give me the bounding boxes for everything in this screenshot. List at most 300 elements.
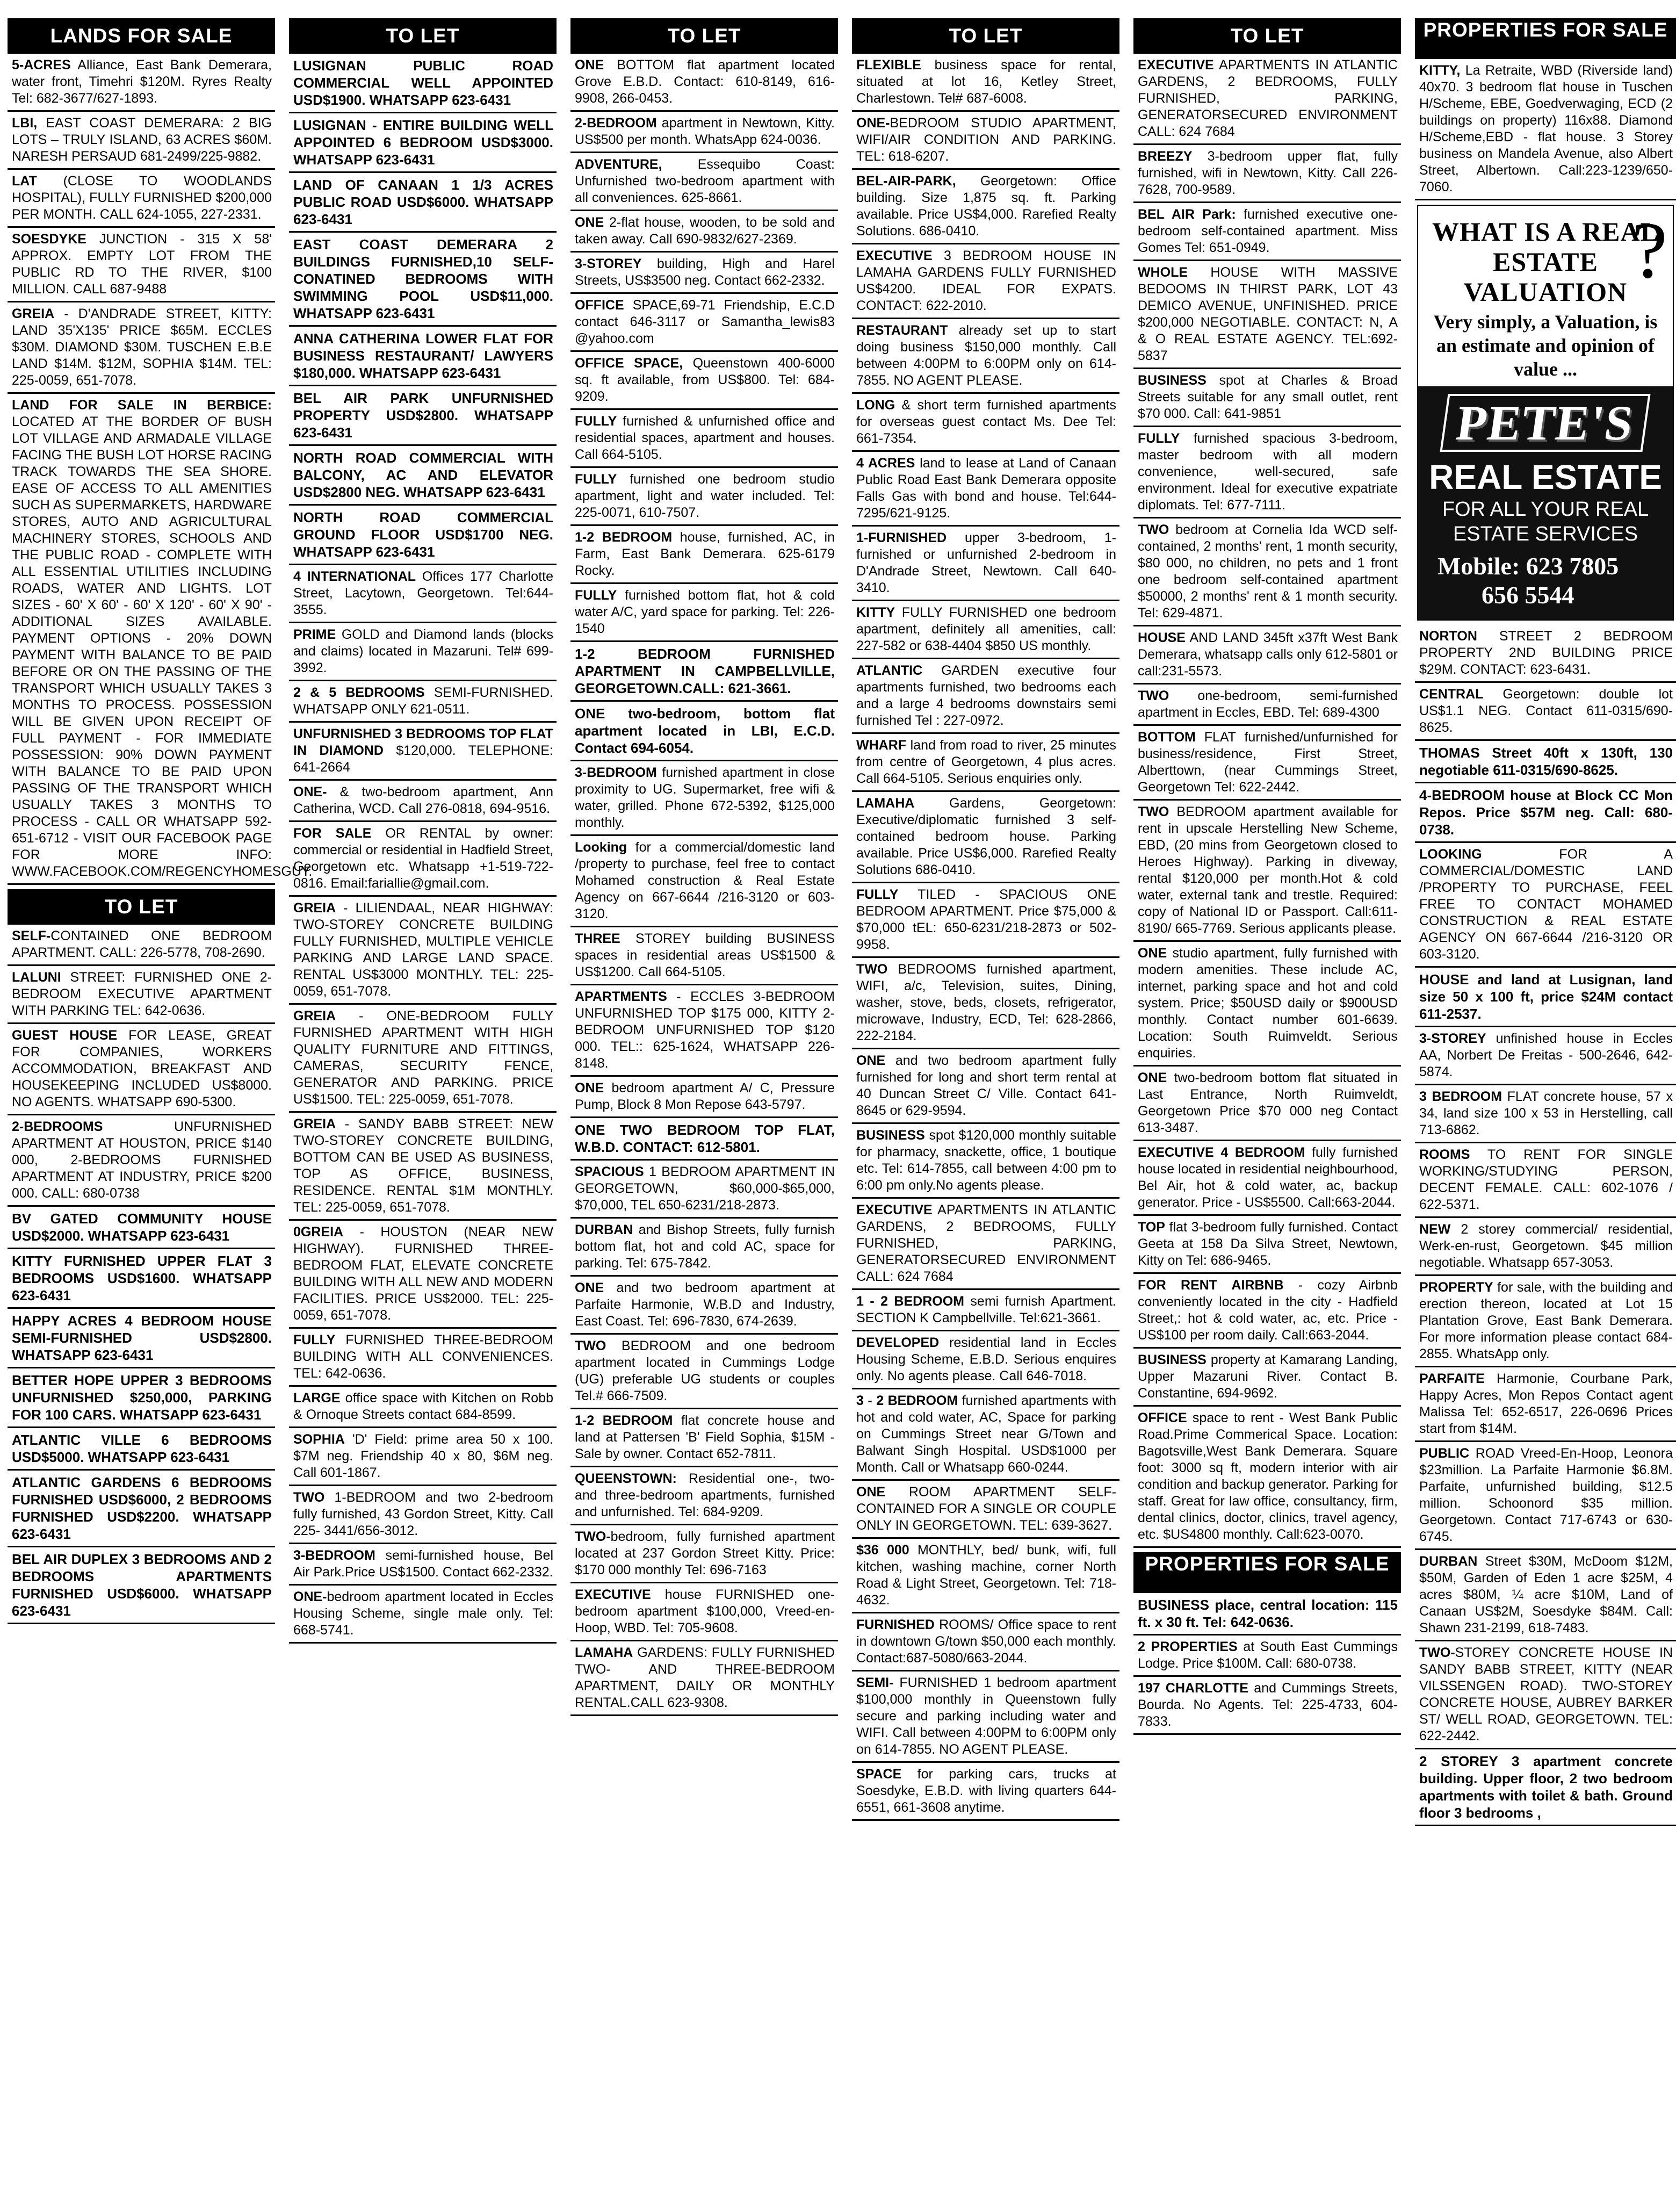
ad-text: Harmonie, Courbane Park, Happy Acres, Mon Repos Contact agent Malissa Tel: 652-6517, 226-0696 Prices start from $14M. — [1419, 1371, 1673, 1436]
ad-text: apartment in Newtown, Kitty. US$500 per month. WhatsApp 624-0036. — [575, 116, 835, 147]
ad-lead: DURBAN — [1419, 1554, 1478, 1569]
ad-text: house FURNISHED one-bedroom apartment $100,000, Vreed-en-Hoop, WBD. Tel: 705-9608. — [575, 1587, 835, 1635]
classified-ad — [570, 1277, 838, 1335]
classified-ad — [8, 1309, 275, 1368]
ad-lead: EXECUTIVE 4 BEDROOM — [1138, 1145, 1305, 1160]
ad-lead: FULLY — [293, 1332, 336, 1348]
ad-lead: EXECUTIVE — [856, 248, 933, 263]
ad-lead: RESTAURANT — [856, 323, 948, 338]
classified-ad — [8, 170, 275, 228]
classified-ad — [852, 659, 1119, 734]
ad-lead: ONE — [856, 1485, 886, 1500]
ad-text: flat concrete house and land at Pattersen 'B' Field Sophia, $15M - Sale by owner. Contact 652-7811. — [575, 1413, 835, 1461]
classified-ad — [852, 319, 1119, 394]
column-5 — [1133, 18, 1401, 2207]
ad-lead: FULLY — [575, 414, 617, 429]
ad-text: building, High and Harel Streets, US$3500 neg. Contact 662-2332. — [575, 256, 835, 288]
classified-ad — [852, 1481, 1119, 1539]
promo-answer: Very simply, a Valuation, is an estimate and opinion of value ... — [1433, 311, 1658, 380]
ad-text: TILED - SPACIOUS ONE BEDROOM APARTMENT. Price $75,000 & $70,000 tEL: 650-6231/218-2873 or 502-9958. — [856, 887, 1116, 952]
ad-text: UNFURNISHED APARTMENT AT HOUSTON, PRICE $140 000, 2-BEDROOMS FURNISHED APARTMENT AT INDUSTRY, PRICE $200 000. CALL: 680-0738 — [12, 1119, 272, 1201]
ad-lead: 3 - 2 BEDROOM — [856, 1393, 958, 1408]
classified-ad — [852, 170, 1119, 244]
classified-ad — [1133, 261, 1401, 369]
ad-lead: EXECUTIVE — [856, 1202, 933, 1217]
classified-ad — [1133, 1593, 1401, 1635]
ad-text: STREET: FURNISHED ONE 2-BEDROOM EXECUTIVE APARTMENT WITH PARKING TEL: 642-0636. — [12, 970, 272, 1018]
ad-text: HOUSE WITH MASSIVE BEDOOMS IN THIRST PARK, LOT 43 DEMICO AVENUE, UNFINISHED. PRICE $200,000 NEGOTIABLE. CONTACT: N, A & O REAL ESTATE AGENCY. TEL:692-5837 — [1138, 265, 1398, 363]
ad-text: and Bishop Streets, fully furnish bottom flat, hot and cold AC, space for parking. Tel: 675-7842. — [575, 1222, 835, 1271]
ad-lead: QUEENSTOWN: — [575, 1471, 677, 1486]
classified-ad — [289, 173, 557, 233]
column-body — [289, 18, 557, 2207]
classified-ad — [8, 1115, 275, 1207]
classified-ad — [570, 153, 838, 211]
classified-ad — [852, 394, 1119, 452]
ad-text: Gardens, Georgetown: Executive/diplomatic furnished 3 self-contained bedroom house. Parking available. Price US$6,000. Rarefied Realty Solutions 686-0410. — [856, 796, 1116, 877]
classified-ad — [1133, 801, 1401, 942]
classified-ad — [289, 1221, 557, 1329]
ad-text: EAST COAST DEMERARA: 2 BIG LOTS – TRULY ISLAND, 63 ACRES $60M. NARESH PERSAUD 681-2499/225-9882. — [12, 116, 272, 164]
ad-lead: 2 & 5 BEDROOMS — [293, 685, 425, 700]
classified-ad — [570, 1118, 838, 1161]
section-header: PROPERTIES FOR SALE — [1415, 18, 1676, 59]
ad-lead: LOOKING — [1419, 847, 1482, 862]
classified-ad — [8, 1024, 275, 1115]
ad-text: 'D' Field: prime area 50 x 100. $7M neg. Friendship 40 x 80, $6M neg. Call 601-1867. — [293, 1432, 553, 1480]
section-header: LANDS FOR SALE — [8, 18, 275, 54]
classified-ad — [570, 211, 838, 253]
classified-ad — [1133, 1407, 1401, 1548]
ad-lead: PARFAITE — [1419, 1371, 1485, 1386]
ad-text: for parking cars, trucks at Soesdyke, E.B.D. with living quarters 644-6551, 661-3608 anytime. — [856, 1767, 1116, 1815]
classified-ad — [1133, 1274, 1401, 1349]
ad-lead: ATLANTIC VILLE 6 BEDROOMS USD$5000. WHATSAPP 623-6431 — [12, 1432, 272, 1465]
section-header: TO LET — [1133, 18, 1401, 54]
classified-ad — [1415, 59, 1676, 200]
classified-ad — [289, 897, 557, 1005]
classified-ad — [570, 985, 838, 1077]
ad-lead: SEMI- — [856, 1675, 894, 1690]
ad-text: 2-flat house, wooden, to be sold and taken away. Call 690-9832/627-2369. — [575, 215, 835, 247]
ad-lead: NEW — [1419, 1222, 1451, 1237]
ad-lead: FOR SALE — [293, 826, 372, 841]
ad-text: JUNCTION - 315 X 58' APPROX. EMPTY LOT FROM THE PUBLIC RD TO THE RIVER, $100 MILLION. CALL 687-9488 — [12, 232, 272, 297]
classified-ad — [1415, 1218, 1676, 1276]
classified-ad — [852, 112, 1119, 170]
classified-ad — [570, 410, 838, 468]
ad-text: - ONE-BEDROOM FULLY FURNISHED APARTMENT WITH HIGH QUALITY FURNITURE AND FITTINGS, CAMERAS, SECURITY FENCE, GENERATOR AND PARKING. PRICE US$1500. TEL: 225-0059, 651-7078. — [293, 1008, 553, 1107]
ad-lead: BUSINESS — [1138, 373, 1207, 388]
ad-lead: ROOMS — [1419, 1147, 1470, 1162]
classified-ad — [1133, 1216, 1401, 1274]
ad-text: land to lease at Land of Canaan Public Road East Bank Demerara opposite Falls Gas with bond and house. Tel:644-7295/621-9125. — [856, 456, 1117, 521]
ad-text: BEDROOM apartment available for rent in upscale Herstelling New Scheme, EBD, (20 mins from Georgetown closed to Heroes Highway). Parking in diveway, rental $120,000 per month.Hot & cold water, external tank and trestle. Required: copy of National ID or Passport. Call:611-8190/ 665-7769. Serious applicants please. — [1138, 804, 1398, 936]
ad-lead: LUSIGNAN - ENTIRE BUILDING WELL APPOINTED 6 BEDROOM USD$3000. WHATSAPP 623-6431 — [293, 117, 553, 168]
ad-lead: LONG — [856, 398, 895, 413]
classified-ad — [8, 1249, 275, 1309]
ad-lead: NORTH ROAD COMMERCIAL GROUND FLOOR USD$1700 NEG. WHATSAPP 623-6431 — [293, 509, 553, 560]
ad-lead: ANNA CATHERINA LOWER FLAT FOR BUSINESS RESTAURANT/ LAWYERS $180,000. WHATSAPP 623-6431 — [293, 330, 553, 381]
classified-ad — [1133, 518, 1401, 626]
ad-lead: ONE- — [293, 784, 327, 799]
ad-lead: EXECUTIVE — [575, 1587, 651, 1602]
ad-text: 1 BEDROOM APARTMENT IN GEORGETOWN, $60,000-$65,000, $70,000, TEL 650-6231/218-2873. — [575, 1164, 835, 1213]
ad-text: at South East Cummings Lodge. Price $100M. Call: 680-0738. — [1138, 1639, 1398, 1671]
ad-lead: NORTON — [1419, 629, 1477, 644]
ad-lead: 2-BEDROOMS — [12, 1119, 103, 1134]
ad-lead: ADVENTURE, — [575, 157, 662, 172]
ad-lead: ONE- — [856, 116, 890, 131]
classified-ad — [289, 1486, 557, 1544]
ad-text: furnished apartments with hot and cold water, AC, Space for parking on Cummings Street near G/Town and Balwant Singh Hospital. USD$1000 per Month. Call or Whatsapp 660-0244. — [856, 1393, 1117, 1475]
ad-lead: HOUSE — [1138, 630, 1186, 645]
classified-ad — [570, 352, 838, 410]
ad-text: $120,000. TELEPHONE: 641-2664 — [293, 743, 553, 775]
classified-ad — [852, 1124, 1119, 1199]
ad-text: spot at Charles & Broad Streets suitable for any small outlet, rent $70 000. Call: 641-9851 — [1138, 373, 1398, 421]
ad-text: FURNISHED 1 bedroom apartment $100,000 monthly in Queenstown fully secure and parking including water and WIFI. Call between 4:00PM to 6:00PM only on 614-7855. NO AGENT PLEASE. — [856, 1675, 1116, 1757]
ad-text: furnished bottom flat, hot & cold water A/C, yard space for parking. Tel: 226-1540 — [575, 588, 835, 636]
ad-lead: 3-BEDROOM — [293, 1548, 375, 1563]
ad-lead: 1-2 BEDROOM FURNISHED APARTMENT IN CAMPBELLVILLE, GEORGETOWN.CALL: 621-3661. — [575, 646, 835, 696]
classified-ad — [1415, 1367, 1676, 1442]
ad-text: studio apartment, fully furnished with modern amenities. These include AC, internet, parking space and hot and cold system. Price; $50USD daily or $900USD monthly. Contact number 601-6639. Location: South Ruimveldt. Serious enquiries. — [1138, 946, 1398, 1061]
section-header: TO LET — [570, 18, 838, 54]
classified-ad — [289, 623, 557, 681]
ad-text: - HOUSTON (NEAR NEW HIGHWAY). FURNISHED THREE-BEDROOM FLAT, ELEVATE CONCRETE BUILDING WITH ALL NEW AND MODERN FACILITIES. PRICE US$2000. TEL: 225-0059, 651-7078. — [293, 1224, 553, 1323]
ad-text: CONTAINED ONE BEDROOM APARTMENT. CALL: 226-5778, 708-2690. — [12, 928, 272, 960]
ad-text: one-bedroom, semi-furnished apartment in Eccles, EBD. Tel: 689-4300 — [1138, 688, 1398, 720]
classified-ad — [1415, 1143, 1676, 1218]
ad-lead: TWO — [1138, 804, 1169, 819]
classified-ad — [852, 1671, 1119, 1763]
classified-ad — [852, 1290, 1119, 1331]
ad-text: BEDROOMS furnished apartment, WIFI, a/c, Television, suites, Dining, washer, stove, beds, closets, refrigerator, microwave, Industry, ECD, Tel: 628-2866, 222-2184. — [856, 962, 1116, 1043]
ad-text: bedroom apartment located in Eccles Housing Scheme, single male only. Tel: 668-5741. — [293, 1589, 553, 1638]
classified-ad — [570, 468, 838, 526]
ad-text: FOR LEASE, GREAT FOR COMPANIES, WORKERS ACCOMMODATION, BREAKFAST AND HOUSEKEEPING INCLUDED US$8000. NO AGENTS. WHATSAPP 690-5300. — [12, 1028, 272, 1109]
classified-ad — [1415, 683, 1676, 741]
ad-lead: 5-ACRES — [12, 57, 71, 73]
promo-question: WHAT IS A REAL ESTATE VALUATION — [1432, 217, 1659, 307]
classified-ad — [570, 1219, 838, 1277]
classified-ad — [289, 233, 557, 327]
classified-ad — [289, 1428, 557, 1486]
classified-ad — [8, 1428, 275, 1471]
ad-text: business space for rental, situated at lot 16, Ketley Street, Charlestown. Tel# 687-6008. — [856, 57, 1116, 106]
classified-ad — [852, 527, 1119, 601]
classified-ad — [570, 526, 838, 584]
classified-ad — [570, 1641, 838, 1716]
ad-lead: BOTTOM — [1138, 730, 1196, 745]
classified-ad — [852, 883, 1119, 958]
ad-lead: BEL-AIR-PARK, — [856, 174, 956, 189]
ad-lead: FLEXIBLE — [856, 57, 921, 73]
ad-lead: FULLY — [856, 887, 899, 902]
ad-text: Georgetown: Office building. Size 1,875 sq. ft. Parking available. Price US$4,000. Rarefied Realty Solutions. 686-0410. — [856, 174, 1116, 239]
ad-text: - SANDY BABB STREET: NEW TWO-STOREY CONCRETE BUILDING, BOTTOM CAN BE USED AS BUSINESS, TOP AS OFFICE, BUSINESS, RESIDENCE. RENTAL $1M MONTHLY. TEL: 225-0059, 651-7078. — [293, 1116, 553, 1215]
ad-text: La Retraite, WBD (Riverside land) 40x70. 3 bedroom flat house in Tuschen H/Scheme, EBE, Goedverwaging, ECD (2 buildings on property) 116x88. Diamond H/Scheme,EBD - flat house. 3 Storey business on Mandela Avenue, also Albert Street, Albertown. Call:223-1239/650-7060. — [1419, 63, 1673, 194]
ad-lead: BETTER HOPE UPPER 3 BEDROOMS UNFURNISHED $250,000, PARKING FOR 100 CARS. WHATSAPP 623-6431 — [12, 1372, 272, 1423]
ad-lead: EAST COAST DEMERARA 2 BUILDINGS FURNISHED,10 SELF-CONATINED BEDROOMS WITH SWIMMING POOL USD$11,000. WHATSAPP 623-6431 — [293, 236, 553, 321]
classified-ad — [1133, 726, 1401, 801]
column-2 — [289, 18, 557, 2207]
ad-lead: LAMAHA — [575, 1645, 633, 1660]
classified-ad — [852, 792, 1119, 883]
ad-lead: 4-BEDROOM house at Block CC Mon Repos. Price $57M neg. Call: 680-0738. — [1419, 787, 1673, 838]
classified-ad — [1133, 1349, 1401, 1407]
ad-lead: FULLY — [575, 472, 617, 487]
promo-mobile: Mobile: 623 7805 — [1437, 552, 1619, 580]
ad-lead: PROPERTY — [1419, 1280, 1493, 1295]
ad-text: 3-bedroom upper flat, fully furnished, wifi in Newtown, Kitty. Call 226-7628, 700-9589. — [1138, 149, 1398, 197]
ad-text: & two-bedroom apartment, Ann Catherina, WCD. Call 276-0818, 694-9516. — [293, 784, 553, 816]
ad-lead: TWO — [1138, 522, 1169, 537]
classified-ad — [8, 302, 275, 394]
ad-lead: BREEZY — [1138, 149, 1193, 164]
ad-lead: BEL AIR Park: — [1138, 207, 1236, 222]
classified-ad — [570, 761, 838, 836]
classified-ad — [570, 927, 838, 985]
section-header: TO LET — [8, 889, 275, 925]
ad-text: Alliance, East Bank Demerara, water front, Timehri $120M. Ryres Realty Tel: 682-3677/627-1893. — [12, 57, 272, 106]
ad-lead: LAND OF CANAAN 1 1/3 ACRES PUBLIC ROAD USD$6000. WHATSAPP 623-6431 — [293, 177, 553, 227]
ad-text: - cozy Airbnb conveniently located in the city - Hadfield Street,: hot & cold water, ac, etc. Price - US$100 per room daily. Call:663-2044. — [1138, 1278, 1398, 1343]
ad-text: and Cummings Streets, Bourda. No Agents. Tel: 225-4733, 604-7833. — [1138, 1681, 1398, 1729]
classified-ad — [8, 228, 275, 302]
ad-lead: 3-STOREY — [1419, 1031, 1486, 1046]
ad-lead: TWO — [293, 1490, 325, 1505]
ad-lead: LARGE — [293, 1390, 341, 1406]
classified-ad — [1133, 1067, 1401, 1141]
classified-ad — [1133, 203, 1401, 261]
ad-lead: SPACIOUS — [575, 1164, 644, 1179]
ad-lead: BUSINESS — [856, 1128, 925, 1143]
ad-text: SEMI-FURNISHED. WHATSAPP ONLY 621-0511. — [293, 685, 553, 717]
classified-ad — [1133, 1141, 1401, 1216]
promo-mobile-alt: 656 5544 — [1482, 581, 1574, 609]
ad-lead: GREIA — [12, 306, 55, 321]
ad-text: for sale, with the building and erection thereon, located at Lot 15 Plantation Grove, East Bank Demerara. For more information please contact 684-2855. WhatsApp only. — [1419, 1280, 1673, 1361]
promo-question-block — [1418, 206, 1673, 386]
classified-ad — [852, 244, 1119, 319]
classified-ad — [8, 966, 275, 1024]
real-estate-promo — [1417, 205, 1674, 621]
ad-text: FULLY FURNISHED one bedroom apartment, definitely all amenities, call: 227-582 or 638-4404 $850 US monthly. — [856, 605, 1116, 653]
classified-ad — [1133, 685, 1401, 726]
classified-ad — [289, 113, 557, 173]
ad-text: furnished & unfurnished office and residential spaces, apartment and houses. Call 664-5105. — [575, 414, 835, 462]
classified-ad — [570, 1525, 838, 1583]
ad-text: GOLD and Diamond lands (blocks and claims) located in Mazaruni. Tel# 699-3992. — [293, 627, 553, 675]
classified-ad — [289, 565, 557, 623]
ad-text: OR RENTAL by owner: commercial or residential in Hadfield Street, Georgetown etc. Whatsapp +1-519-722-0816. Email:fariallie@gmail.com. — [293, 826, 553, 891]
ad-text: Georgetown: double lot US$1.1 NEG. Contact 611-0315/690-8625. — [1419, 687, 1673, 735]
ad-text: and two bedroom apartment fully furnished for long and short term rental at 40 Duncan Street C/ Ville. Contact 641-8645 or 629-9594. — [856, 1053, 1116, 1118]
column-body — [1133, 18, 1401, 2207]
ad-lead: ATLANTIC GARDENS 6 BEDROOMS FURNISHED USD$6000, 2 BEDROOMS FURNISHED USD$2200. WHATSAPP 623-6431 — [12, 1474, 272, 1542]
classified-ad — [852, 1763, 1119, 1821]
ad-text: LOCATED AT THE BORDER OF BUSH LOT VILLAGE AND ARMADALE VILLAGE FACING THE BUSH LOT HORSE RACING TRACK TOWARDS THE SEA SHORE. EASE OF ACCESS TO ALL AMENITIES SUCH AS SUPERMARKETS, HARDWARE STORES, AUTO AND AGRICULTURAL MACHINERY STORES, SCHOOLS AND THE PUBLIC ROAD - COMPLETE WITH ALL ESSENTIAL UTILITIES INCLUDING ROADS, WATER AND LIGHTS. LOT SIZES - 60' X 60' - 60' X 120' - 60' X 90' - ADDITIONAL SIZES AVAILABLE. PAYMENT OPTIONS - 20% DOWN PAYMENT WITH BALANCE TO BE PAID BEFORE OR ON THE PASSING OF THE TRANSPORT WHICH USUALLY TAKES 3 MONTHS TO PROCESS. POSSESSION WILL BE GIVEN UPON RECEIPT OF FULL PAYMENT - FOR IMMEDIATE POSSESSION: 90% DOWN PAYMENT WITH BALANCE TO BE PAID UPON PASSING OF THE TRANSPORT WHICH USUALLY TAKES 3 MONTHS TO PROCESS - CALL OR WHATSAPP 592-651-6712 - VISIT OUR FACEBOOK PAGE FOR MORE INFO: WWW.FACEBOOK.COM/REGENCYHOMESGUY. — [12, 414, 313, 879]
ad-lead: UNFURNISHED 3 BEDROOMS TOP FLAT IN DIAMOND — [293, 726, 553, 758]
ad-lead: FOR RENT AIRBNB — [1138, 1278, 1284, 1293]
classified-ad — [1415, 1085, 1676, 1143]
classified-ad — [1415, 843, 1676, 968]
ad-text: fully furnished house located in residential neighbourhood, Bel Air, hot & cold water, ac, backup generator. Price - US$5500. Call:663-2044. — [1138, 1145, 1398, 1210]
classified-ad — [1133, 1677, 1401, 1735]
classified-ad — [289, 781, 557, 822]
ad-text: BOTTOM flat apartment located Grove E.B.D. Contact: 610-8149, 616-9908, 266-0453. — [575, 57, 835, 106]
ad-text: 3 BEDROOM HOUSE IN LAMAHA GARDENS FULLY FURNISHED US$4200. IDEAL FOR EXPATS. CONTACT: 622-2010. — [856, 248, 1116, 313]
ad-lead: OFFICE SPACE, — [575, 356, 683, 371]
ad-text: 1-BEDROOM and two 2-bedroom fully furnished, 43 Gordon Street, Kitty. Call 225- 3441/656-3012. — [293, 1490, 553, 1538]
ad-text: for a commercial/domestic land /property to purchase, feel free to contact Mohamed construction & Real Estate Agency on 667-6644 /216-3120 or 603-3120. — [575, 840, 835, 921]
ad-lead: 4 ACRES — [856, 456, 915, 471]
ad-lead: LAND FOR SALE IN BERBICE: — [12, 398, 272, 413]
ad-text: land from road to river, 25 minutes from centre of Georgetown, 4 plus acres. Call 664-5105. Serious enquiries only. — [856, 738, 1116, 786]
ad-lead: FURNISHED — [856, 1617, 935, 1632]
classified-ad — [570, 584, 838, 642]
ad-lead: ONE — [1138, 946, 1167, 961]
section-header: TO LET — [289, 18, 557, 54]
ad-text: FLAT concrete house, 57 x 34, land size 100 x 53 in Herstelling, call 713-6862. — [1419, 1089, 1673, 1137]
ad-text: space to rent - West Bank Public Road.Prime Commerical Space. Location: Bagotsville,West Bank Demerara. Square foot: 3000 sq ft, modern interior with air condition and backup generator. Parking for staff. Great for law office, consultancy, firm, dental clinics, doctor, clinics, travel agency, etc. $US4800 monthly. Call:623-0070. — [1138, 1410, 1398, 1542]
ad-lead: NORTH ROAD COMMERCIAL WITH BALCONY, AC AND ELEVATOR USD$2800 NEG. WHATSAPP 623-6431 — [293, 450, 553, 500]
classified-ad — [1415, 625, 1676, 683]
ad-lead: ONE — [575, 1280, 604, 1295]
ad-text: bedroom apartment A/ C, Pressure Pump, Block 8 Mon Repose 643-5797. — [575, 1080, 835, 1112]
promo-tagline: FOR ALL YOUR REAL ESTATE SERVICES — [1442, 498, 1649, 545]
ad-text: STOREY building BUSINESS spaces in residential areas US$1500 & US$1200. Call 664-5105. — [575, 931, 835, 979]
ad-text: AND LAND 345ft x37ft West Bank Demerara, whatsapp calls only 612-5801 or call:231-5573. — [1138, 630, 1398, 679]
column-body — [852, 18, 1119, 2207]
classified-ad — [570, 1335, 838, 1409]
classified-ad — [8, 112, 275, 170]
ad-lead: BEL AIR DUPLEX 3 BEDROOMS AND 2 BEDROOMS APARTMENTS FURNISHED USD$6000. WHATSAPP 623-6431 — [12, 1551, 272, 1619]
ad-lead: LAMAHA — [856, 796, 915, 811]
ad-text: furnished one bedroom studio apartment, light and water included. Tel: 225-0071, 610-7507. — [575, 472, 835, 520]
ad-lead: BUSINESS — [1138, 1352, 1207, 1367]
ad-lead: HAPPY ACRES 4 BEDROOM HOUSE SEMI-FURNISHED USD$2800. WHATSAPP 623-6431 — [12, 1313, 272, 1363]
classified-ad — [852, 1389, 1119, 1481]
ad-text: (CLOSE TO WOODLANDS HOSPITAL), FULLY FURNISHED $200,000 PER MONTH. CALL 624-1055, 227-2331. — [12, 174, 272, 222]
ad-lead: ONE — [856, 1053, 886, 1068]
ad-lead: $36 000 — [856, 1543, 909, 1558]
classified-ad — [1415, 1641, 1676, 1749]
classified-ad — [1133, 145, 1401, 203]
classified-ad — [1133, 54, 1401, 145]
ad-lead: SPACE — [856, 1767, 902, 1782]
classified-ad — [289, 723, 557, 781]
classified-ad — [852, 452, 1119, 527]
classified-ad — [289, 1387, 557, 1428]
ad-text: flat 3-bedroom fully furnished. Contact Geeta at 158 Da Silva Street, Newtown, Kitty on Tel: 686-9465. — [1138, 1220, 1398, 1268]
ad-text: Residential one-, two- and three-bedroom apartments, furnished and unfurnished. Tel: 684-9209. — [575, 1471, 835, 1519]
ad-lead: SOPHIA — [293, 1432, 345, 1447]
ad-lead: TOP — [1138, 1220, 1165, 1235]
ad-lead: 1-2 BEDROOM — [575, 530, 673, 545]
ad-text: 2 storey commercial/ residential, Werk-en-rust, Georgetown. $45 million negotiable. Whatsapp 657-3053. — [1419, 1222, 1673, 1270]
ad-lead: TWO — [1138, 688, 1169, 703]
classified-ad — [1133, 942, 1401, 1067]
ad-lead: BEL AIR PARK UNFURNISHED PROPERTY USD$2800. WHATSAPP 623-6431 — [293, 390, 553, 441]
classified-ad — [8, 54, 275, 112]
ad-lead: 1-FURNISHED — [856, 530, 947, 545]
classified-ad — [289, 327, 557, 386]
ad-lead: WHARF — [856, 738, 907, 753]
ad-lead: 3-STOREY — [575, 256, 642, 271]
ad-lead: ONE two-bedroom, bottom flat apartment located in LBI, E.C.D. Contact 694-6054. — [575, 705, 835, 756]
classified-ad — [852, 1331, 1119, 1389]
ad-lead: ONE — [575, 215, 604, 230]
ad-text: SPACE,69-71 Friendship, E.C.D contact 646-3117 or Samantha_lewis83 @yahoo.com — [575, 298, 835, 346]
classified-ad — [8, 1471, 275, 1547]
ad-lead: ONE — [575, 57, 604, 73]
classified-ad — [8, 1207, 275, 1249]
classified-ad — [852, 1539, 1119, 1613]
promo-brand-block — [1418, 386, 1673, 619]
ad-lead: OFFICE — [575, 298, 624, 313]
ad-text: spot $120,000 monthly suitable for pharmacy, snackette, office, 1 boutique etc. Tel: 614-7855, call between 4:00 pm to 6:00 pm only.No agents please. — [856, 1128, 1116, 1193]
ad-text: house, furnished, AC, in Farm, East Bank Demerara. 625-6179 Rocky. — [575, 530, 835, 578]
classified-ad — [570, 1409, 838, 1467]
classified-ad — [570, 253, 838, 294]
classified-ad — [1415, 783, 1676, 843]
ad-lead: KITTY — [856, 605, 895, 620]
classified-ad — [1415, 1550, 1676, 1641]
classified-ad — [852, 54, 1119, 112]
ad-lead: LALUNI — [12, 970, 61, 985]
classified-ad — [1415, 968, 1676, 1027]
ad-lead: TWO- — [575, 1529, 611, 1544]
ad-text: two-bedroom bottom flat situated in Last Entrance, North Ruimveldt, Georgetown Price $70 000 neg Contact 613-3487. — [1138, 1070, 1398, 1135]
ad-lead: LUSIGNAN PUBLIC ROAD COMMERCIAL WELL APPOINTED USD$1900. WHATSAPP 623-6431 — [293, 57, 553, 108]
ad-text: furnished spacious 3-bedroom, master bedroom with all modern convenience, well-secured, safe environment. Ideal for executive expatriate diplomats. Tel: 677-7111. — [1138, 431, 1398, 513]
ad-text: ROOMS/ Office space to rent in downtown G/town $50,000 each monthly. Contact:687-5080/663-2044. — [856, 1617, 1116, 1666]
column-4 — [852, 18, 1119, 2207]
classified-ad — [852, 1049, 1119, 1124]
ad-text: TO RENT FOR SINGLE WORKING/STUDYING PERSON, DECENT FEMALE. CALL: 602-1076 / 622-5371. — [1419, 1147, 1673, 1212]
ad-lead: ONE — [1138, 1070, 1167, 1085]
ad-text: unfinished house in Eccles AA, Norbert De Freitas - 500-2646, 642-5874. — [1419, 1031, 1673, 1079]
ad-text: Offices 177 Charlotte Street, Lacytown, Georgetown. Tel:644-3555. — [293, 569, 553, 617]
classified-ad — [289, 1544, 557, 1586]
ad-lead: 2 STOREY 3 apartment concrete building. Upper floor, 2 two bedroom apartments with toilet & bath. Ground floor 3 bedrooms , — [1419, 1753, 1673, 1821]
ad-lead: 0GREIA — [293, 1224, 344, 1240]
classified-ad — [289, 54, 557, 113]
classified-ad — [852, 1199, 1119, 1290]
ad-text: FURNISHED THREE-BEDROOM BUILDING WITH ALL CONVENIENCES. TEL: 642-0636. — [293, 1332, 553, 1381]
ad-lead: GREIA — [293, 900, 336, 916]
ad-lead: PUBLIC — [1419, 1446, 1470, 1461]
classified-ad — [570, 836, 838, 927]
ad-text: Essequibo Coast: Unfurnished two-bedroom apartment with all conveniences. 625-8661. — [575, 157, 835, 205]
ad-text: ROAD Vreed-En-Hoop, Leonora $23million. La Parfaite Harmonie $6.8M. Parfaite, unfurnished building, $12.5 million. Schoonord $35 million. Georgetown. Contact 717-6743 or 630-6745. — [1419, 1446, 1673, 1544]
classified-ad — [1133, 427, 1401, 518]
classified-ad — [570, 1161, 838, 1219]
classified-ad — [1415, 1749, 1676, 1826]
ad-lead: KITTY FURNISHED UPPER FLAT 3 BEDROOMS USD$1600. WHATSAPP 623-6431 — [12, 1253, 272, 1303]
ad-text: - ECCLES 3-BEDROOM UNFURNISHED TOP $175 000, KITTY 2-BEDROOM UNFURNISHED TOP $120 000. TEL:: 625-1624, WHATSAPP 226-8148. — [575, 989, 835, 1071]
ad-text: bedroom at Cornelia Ida WCD self-contained, 2 months' rent, 1 month security, $80 000, no children, no pets and 1 front one bedroom self-contained apartment $50000, 2 months' rent & 1 month security. Tel: 629-4871. — [1138, 522, 1398, 621]
ad-text: property at Kamarang Landing, Upper Mazaruni River. Contact B. Constantine, 694-9692. — [1138, 1352, 1398, 1401]
classified-ad — [289, 1586, 557, 1644]
ad-lead: KITTY, — [1419, 63, 1461, 78]
ad-lead: GUEST HOUSE — [12, 1028, 118, 1043]
classified-ad — [289, 506, 557, 565]
column-body — [1415, 18, 1676, 2207]
